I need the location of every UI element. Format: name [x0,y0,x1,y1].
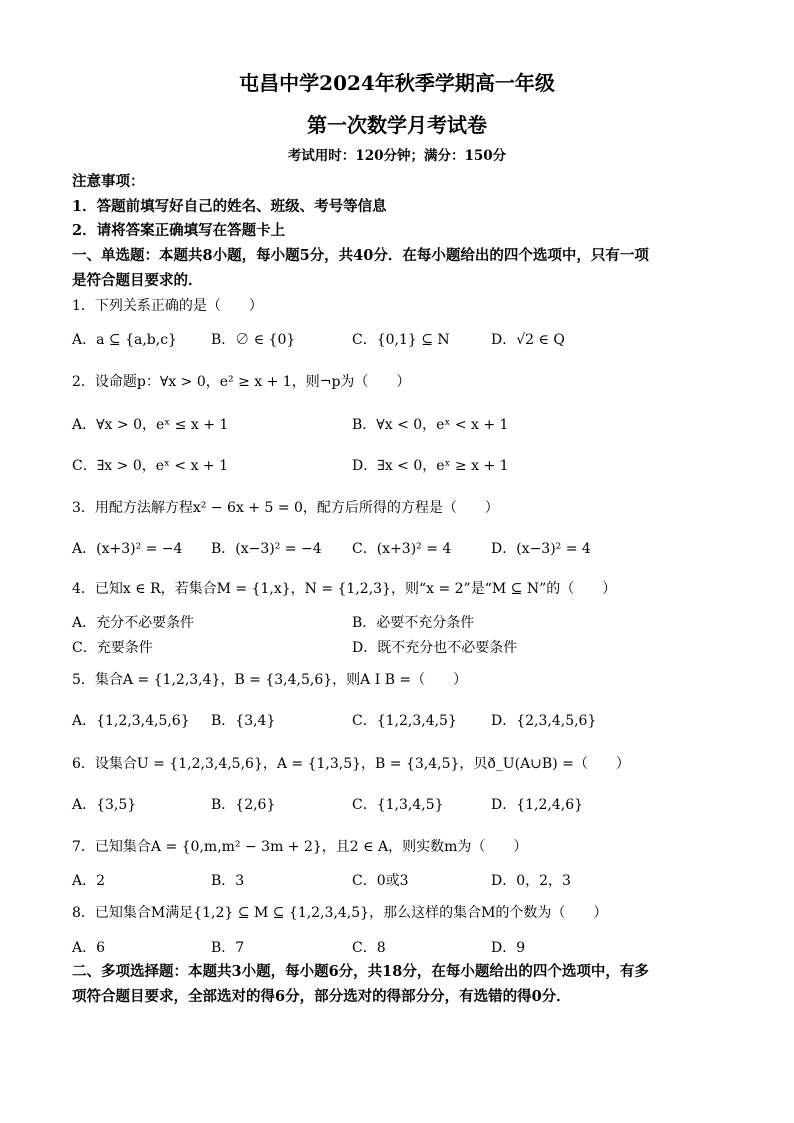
question-7-option-a: A．2 [72,873,106,889]
notes-item-1: 1．答题前填写好自己的姓名、班级、考号等信息 [72,198,387,215]
question-1-option-b: B．∅ ∈ {0} [211,332,296,348]
question-5-option-c: C．{1,2,3,4,5} [352,713,457,729]
question-1-stem: 1．下列关系正确的是（ ） [72,298,263,314]
question-3-option-a: A．(x+3)² = −4 [72,541,183,557]
question-3-option-c: C．(x+3)² = 4 [352,541,452,557]
question-3-option-b: B．(x−3)² = −4 [211,541,322,557]
question-1-option-a: A．a ⊆ {a,b,c} [72,332,177,348]
notes-heading: 注意事项： [72,173,145,190]
question-1-option-c: C．{0,1} ⊆ N [352,332,450,348]
section1-instructions-line2: 是符合题目要求的． [72,272,203,289]
question-5-option-a: A．{1,2,3,4,5,6} [72,713,190,729]
question-4-option-a: A．充分不必要条件 [72,615,195,631]
section2-instructions-line1: 二、多项选择题：本题共3小题，每小题6分，共18分，在每小题给出的四个选项中，有多 [72,963,649,980]
question-6-option-b: B．{2,6} [211,797,276,813]
question-8-stem: 8．已知集合M满足{1,2} ⊆ M ⊆ {1,2,3,4,5}，那么这样的集合M的个数为（ ） [72,905,608,921]
question-4-option-d: D．既不充分也不必要条件 [352,640,518,656]
question-3-stem: 3．用配方法解方程x² − 6x + 5 = 0，配方后所得的方程是（ ） [72,500,499,516]
question-7-option-d: D．0，2，3 [491,873,571,889]
question-8-option-a: A．6 [72,940,106,956]
question-7-option-b: B．3 [211,873,245,889]
question-5-option-b: B．{3,4} [211,713,276,729]
question-4-stem: 4．已知x ∈ R，若集合M = {1,x}，N = {1,2,3}，则“x = 2”是“M ⊆ N”的（ ） [72,581,617,597]
question-2-stem: 2．设命题p：∀x > 0，e² ≥ x + 1，则¬p为（ ） [72,374,411,390]
question-7-option-c: C．0或3 [352,873,409,889]
question-2-option-a: A．∀x > 0，eˣ ≤ x + 1 [72,417,229,433]
question-2-option-b: B．∀x < 0，eˣ < x + 1 [352,417,509,433]
question-5-stem: 5．集合A = {1,2,3,4}，B = {3,4,5,6}，则A I B =（ ） [72,672,468,688]
exam-info: 考试用时：120分钟；满分：150分 [287,148,507,164]
question-2-option-d: D．∃x < 0，eˣ ≥ x + 1 [352,458,509,474]
notes-item-2: 2．请将答案正确填写在答题卡上 [72,222,286,239]
question-5-option-d: D．{2,3,4,5,6} [491,713,597,729]
question-7-stem: 7．已知集合A = {0,m,m² − 3m + 2}，且2 ∈ A，则实数m为（ ） [72,839,528,855]
question-8-option-b: B．7 [211,940,245,956]
question-6-stem: 6．设集合U = {1,2,3,4,5,6}，A = {1,3,5}，B = {3,4,5}，贝ð_U(A∪B) =（ ） [72,756,630,772]
exam-title-school: 屯昌中学2024年秋季学期高一年级 [239,71,555,95]
question-6-option-d: D．{1,2,4,6} [491,797,584,813]
question-6-option-a: A．{3,5} [72,797,137,813]
question-6-option-c: C．{1,3,4,5} [352,797,444,813]
question-8-option-c: C．8 [352,940,386,956]
question-8-option-d: D．9 [491,940,526,956]
question-1-option-d: D．√2 ∈ Q [491,332,565,348]
question-4-option-b: B．必要不充分条件 [352,615,475,631]
question-4-option-c: C．充要条件 [72,640,153,656]
question-3-option-d: D．(x−3)² = 4 [491,541,591,557]
exam-title-paper: 第一次数学月考试卷 [307,113,487,137]
section1-instructions-line1: 一、单选题：本题共8小题，每小题5分，共40分．在每小题给出的四个选项中，只有一项 [72,247,649,264]
section2-instructions-line2: 项符合题目要求，全部选对的得6分，部分选对的得部分分，有选错的得0分． [72,988,571,1005]
question-2-option-c: C．∃x > 0，eˣ < x + 1 [72,458,229,474]
